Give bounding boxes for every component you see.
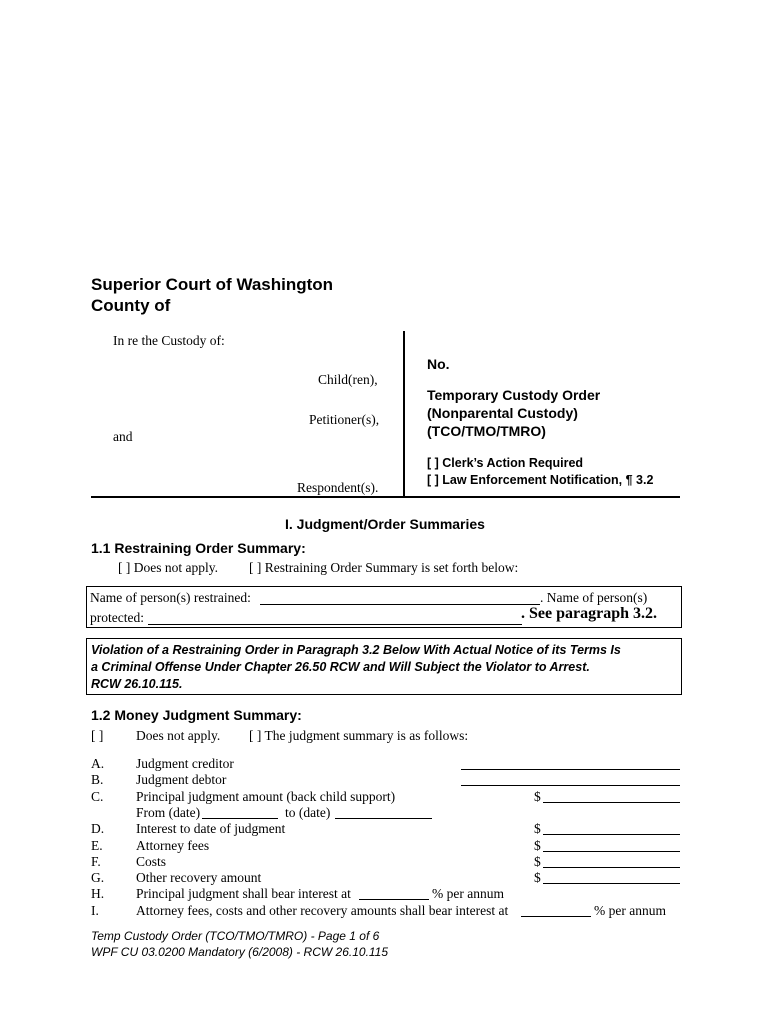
to-date-field[interactable] — [335, 818, 432, 819]
violation-warning — [91, 642, 621, 693]
item-c-letter: C. — [91, 789, 104, 804]
judgment-creditor-label: Judgment creditor — [136, 756, 234, 771]
restraining-order-heading: 1.1 Restraining Order Summary: — [91, 540, 306, 556]
principal-interest-rate-field[interactable] — [359, 899, 429, 900]
interest-label: Interest to date of judgment — [136, 821, 286, 836]
restrained-name-field[interactable] — [260, 604, 540, 605]
judgment-creditor-field[interactable] — [461, 769, 680, 770]
item-f-letter: F. — [91, 854, 101, 869]
violation-warning-line1: Violation of a Restraining Order in Paragraph 3.2 Below With Actual Notice of its Terms Is — [91, 643, 621, 657]
judgment-debtor-label: Judgment debtor — [136, 772, 227, 787]
section-heading: I. Judgment/Order Summaries — [285, 516, 485, 532]
costs-dollar-sign: $ — [534, 854, 541, 869]
fees-interest-label: Attorney fees, costs and other recovery amounts shall bear interest at — [136, 903, 509, 918]
other-recovery-field[interactable] — [543, 883, 680, 884]
county-label: County of — [91, 296, 171, 315]
document-title — [427, 386, 600, 440]
attorney-fees-label: Attorney fees — [136, 838, 210, 853]
interest-dollar-sign: $ — [534, 821, 541, 836]
protected-label: protected: — [90, 610, 144, 625]
law-enforcement-checkbox[interactable]: [ ] Law Enforcement Notification, ¶ 3.2 — [427, 473, 654, 487]
protected-name-prefix: . Name of person(s) — [540, 590, 648, 605]
principal-judgment-label: Principal judgment amount (back child support) — [136, 789, 396, 804]
petitioners-label: Petitioner(s), — [309, 412, 380, 427]
item-d-letter: D. — [91, 821, 105, 836]
footer-line1: Temp Custody Order (TCO/TMO/TMRO) - Page 1 of 6 — [91, 929, 380, 943]
court-name: Superior Court of Washington — [91, 275, 334, 294]
violation-warning-line2: a Criminal Offense Under Chapter 26.50 RCW and Will Subject the Violator to Arrest. — [91, 660, 590, 674]
costs-field[interactable] — [543, 867, 680, 868]
case-number-label: No. — [427, 356, 450, 372]
restraining-summary-checkbox[interactable]: [ ] Restraining Order Summary is set forth below: — [249, 560, 519, 575]
footer-line2: WPF CU 03.0200 Mandatory (6/2008) - RCW 26.10.115 — [91, 945, 389, 959]
violation-warning-line3: RCW 26.10.115. — [91, 677, 183, 691]
attorney-fees-dollar-sign: $ — [534, 838, 541, 853]
court-heading — [91, 274, 333, 316]
document-title-line2: (Nonparental Custody) — [427, 405, 578, 421]
item-i-letter: I. — [91, 903, 99, 918]
principal-amount-field[interactable] — [543, 802, 680, 803]
restraining-not-apply-checkbox[interactable]: [ ] Does not apply. — [118, 560, 218, 575]
page-footer — [91, 928, 388, 960]
judgment-debtor-field[interactable] — [461, 785, 680, 786]
children-label: Child(ren), — [318, 372, 378, 387]
caption-divider-horizontal — [91, 496, 680, 498]
to-date-label: to (date) — [285, 805, 331, 820]
principal-interest-label: Principal judgment shall bear interest at — [136, 886, 351, 901]
fees-interest-suffix: % per annum — [594, 903, 666, 918]
and-label: and — [113, 429, 133, 444]
attorney-fees-field[interactable] — [543, 851, 680, 852]
principal-interest-suffix: % per annum — [432, 886, 504, 901]
from-date-field[interactable] — [202, 818, 278, 819]
other-recovery-dollar-sign: $ — [534, 870, 541, 885]
money-judgment-heading: 1.2 Money Judgment Summary: — [91, 707, 302, 723]
money-not-apply-checkbox[interactable]: [ ] — [91, 728, 104, 743]
principal-dollar-sign: $ — [534, 789, 541, 804]
interest-amount-field[interactable] — [543, 834, 680, 835]
document-title-line3: (TCO/TMO/TMRO) — [427, 423, 546, 439]
in-re-label: In re the Custody of: — [113, 333, 225, 348]
see-paragraph: . See paragraph 3.2. — [521, 605, 657, 622]
item-a-letter: A. — [91, 756, 105, 771]
clerk-action-checkbox[interactable]: [ ] Clerk’s Action Required — [427, 456, 584, 470]
money-summary-checkbox[interactable]: [ ] The judgment summary is as follows: — [249, 728, 469, 743]
document-title-line1: Temporary Custody Order — [427, 387, 601, 403]
item-g-letter: G. — [91, 870, 105, 885]
item-b-letter: B. — [91, 772, 104, 787]
caption-divider-vertical — [403, 331, 405, 496]
fees-interest-rate-field[interactable] — [521, 916, 591, 917]
protected-name-field[interactable] — [148, 624, 522, 625]
item-e-letter: E. — [91, 838, 103, 853]
item-h-letter: H. — [91, 886, 105, 901]
action-checkboxes — [427, 455, 653, 489]
from-date-label: From (date) — [136, 805, 201, 820]
money-not-apply-label: Does not apply. — [136, 728, 221, 743]
other-recovery-label: Other recovery amount — [136, 870, 262, 885]
respondents-label: Respondent(s). — [297, 480, 379, 495]
restrained-label: Name of person(s) restrained: — [90, 590, 251, 605]
costs-label: Costs — [136, 854, 167, 869]
